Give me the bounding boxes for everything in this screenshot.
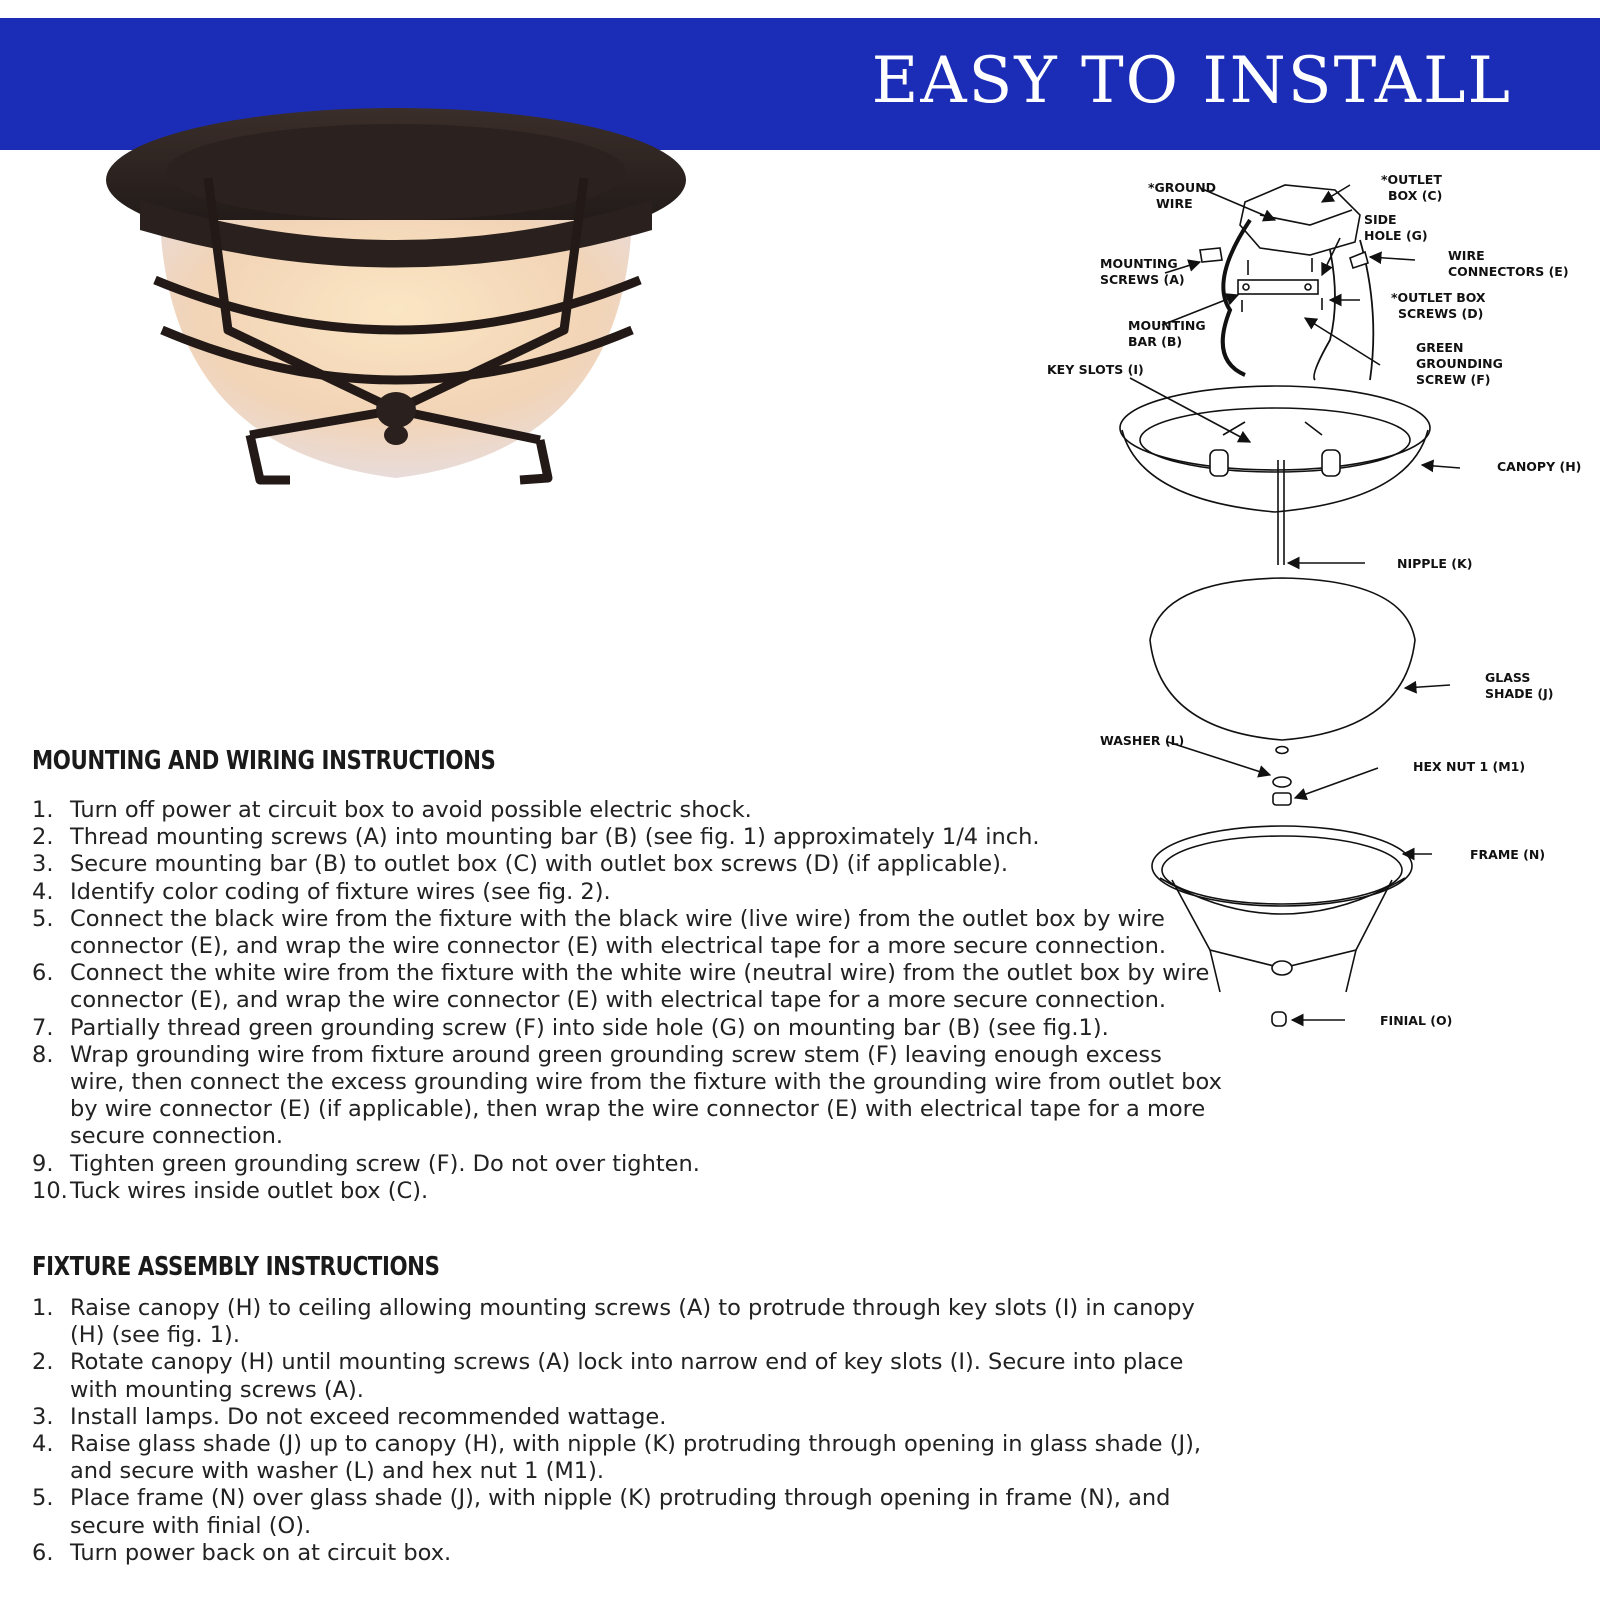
label-key-slots: KEY SLOTS (I) (1047, 362, 1144, 377)
list-item: 10. Tuck wires inside outlet box (C). (32, 1177, 429, 1204)
list-item: 4. Raise glass shade (J) up to canopy (H), with nipple (K) protruding through opening in glass shade (J), and secure with washer (L) and hex nut 1 (M1). (32, 1431, 1202, 1485)
hex-nut (1273, 793, 1291, 805)
fixture-steps-list (32, 1295, 1222, 1567)
banner-title: EASY TO INSTALL (871, 44, 1512, 118)
label-wire-connectors: WIRE (1448, 248, 1485, 263)
label-outlet-box-screws: *OUTLET BOX (1391, 290, 1486, 305)
label-nipple: NIPPLE (K) (1397, 556, 1473, 571)
label-side-hole: SIDE (1364, 212, 1397, 227)
mounting-bar (1238, 280, 1318, 294)
label-glass-shade: SHADE (J) (1485, 686, 1554, 701)
label-glass-shade: GLASS (1485, 670, 1531, 685)
list-item: 2. Thread mounting screws (A) into mounting bar (B) (see fig. 1) approximately 1/4 inch. (32, 824, 1040, 851)
outlet-box (1240, 185, 1360, 255)
label-outlet-box-screws: SCREWS (D) (1398, 306, 1484, 321)
list-item: 5. Connect the black wire from the fixture with the black wire (live wire) from the outlet box by wire connector (E), and wrap the wire connector (E) with electrical tape for a more secure connection. (32, 905, 1167, 960)
label-ground-wire: WIRE (1156, 196, 1193, 211)
label-frame: FRAME (N) (1470, 847, 1546, 862)
label-wire-connectors: CONNECTORS (E) (1448, 264, 1569, 279)
list-item: 6. Turn power back on at circuit box. (32, 1539, 452, 1566)
label-mounting-screws: SCREWS (A) (1100, 272, 1185, 287)
label-mounting-bar: BAR (B) (1128, 334, 1183, 349)
list-item: 9. Tighten green grounding screw (F). Do not over tighten. (32, 1150, 700, 1177)
label-outlet-box: *OUTLET (1381, 172, 1442, 187)
list-item: 2. Rotate canopy (H) until mounting screws (A) lock into narrow end of key slots (I). Secure into place with mounting screws (A). (32, 1349, 1184, 1403)
list-item: 3. Install lamps. Do not exceed recommended wattage. (32, 1403, 667, 1430)
fixture-heading: FIXTURE ASSEMBLY INSTRUCTIONS (32, 1252, 440, 1282)
label-hex-nut: HEX NUT 1 (M1) (1413, 759, 1526, 774)
list-item: 1. Turn off power at circuit box to avoid possible electric shock. (32, 797, 752, 823)
nipple (1278, 460, 1284, 565)
washer (1273, 777, 1291, 787)
wire-connector (1350, 252, 1368, 268)
list-item: 1. Raise canopy (H) to ceiling allowing mounting screws (A) to protrude through key slots (I) in canopy (H) (see fig. 1). (32, 1295, 1195, 1349)
label-finial: FINIAL (O) (1380, 1013, 1453, 1028)
label-mounting-bar: MOUNTING (1128, 318, 1206, 333)
list-item: 7. Partially thread green grounding screw (F) into side hole (G) on mounting bar (B) (see fig.1). (32, 1014, 1109, 1041)
glass-shade (1150, 578, 1415, 740)
list-item: 6. Connect the white wire from the fixture with the white wire (neutral wire) from the outlet box by wire connector (E), and wrap the wire connector (E) with electrical tape for a more secure connection. (32, 960, 1210, 1014)
list-item: 3. Secure mounting bar (B) to outlet box (C) with outlet box screws (D) (if applicable). (32, 851, 1009, 878)
label-washer: WASHER (L) (1100, 733, 1185, 748)
ground-wire (1223, 220, 1250, 375)
wire-connector (1200, 248, 1222, 262)
list-item: 8. Wrap grounding wire from fixture around green grounding screw stem (F) leaving enough excess wire, then connect the excess grounding wire from the fixture with the grounding wire from outlet box by wire connector (E) (if applicable), then wrap the wire connector (E) with electrical tape for a more secure connection. (32, 1041, 1222, 1150)
label-outlet-box: BOX (C) (1388, 188, 1443, 203)
finial (376, 392, 416, 428)
finial (1272, 1012, 1286, 1026)
label-green-screw: SCREW (F) (1416, 372, 1491, 387)
label-side-hole: HOLE (G) (1364, 228, 1428, 243)
product-photo (100, 80, 720, 510)
list-item: 5. Place frame (N) over glass shade (J), with nipple (K) protruding through opening in frame (N), and secure with finial (O). (32, 1485, 1171, 1539)
label-green-screw: GREEN (1416, 340, 1464, 355)
label-canopy: CANOPY (H) (1497, 459, 1582, 474)
label-green-screw: GROUNDING (1416, 356, 1503, 371)
label-ground-wire: *GROUND (1148, 180, 1217, 195)
list-item: 4. Identify color coding of fixture wires (see fig. 2). (32, 878, 611, 905)
canopy (1120, 386, 1430, 470)
mounting-steps-list (32, 797, 1222, 1205)
mounting-heading: MOUNTING AND WIRING INSTRUCTIONS (32, 746, 496, 776)
label-mounting-screws: MOUNTING (1100, 256, 1178, 271)
